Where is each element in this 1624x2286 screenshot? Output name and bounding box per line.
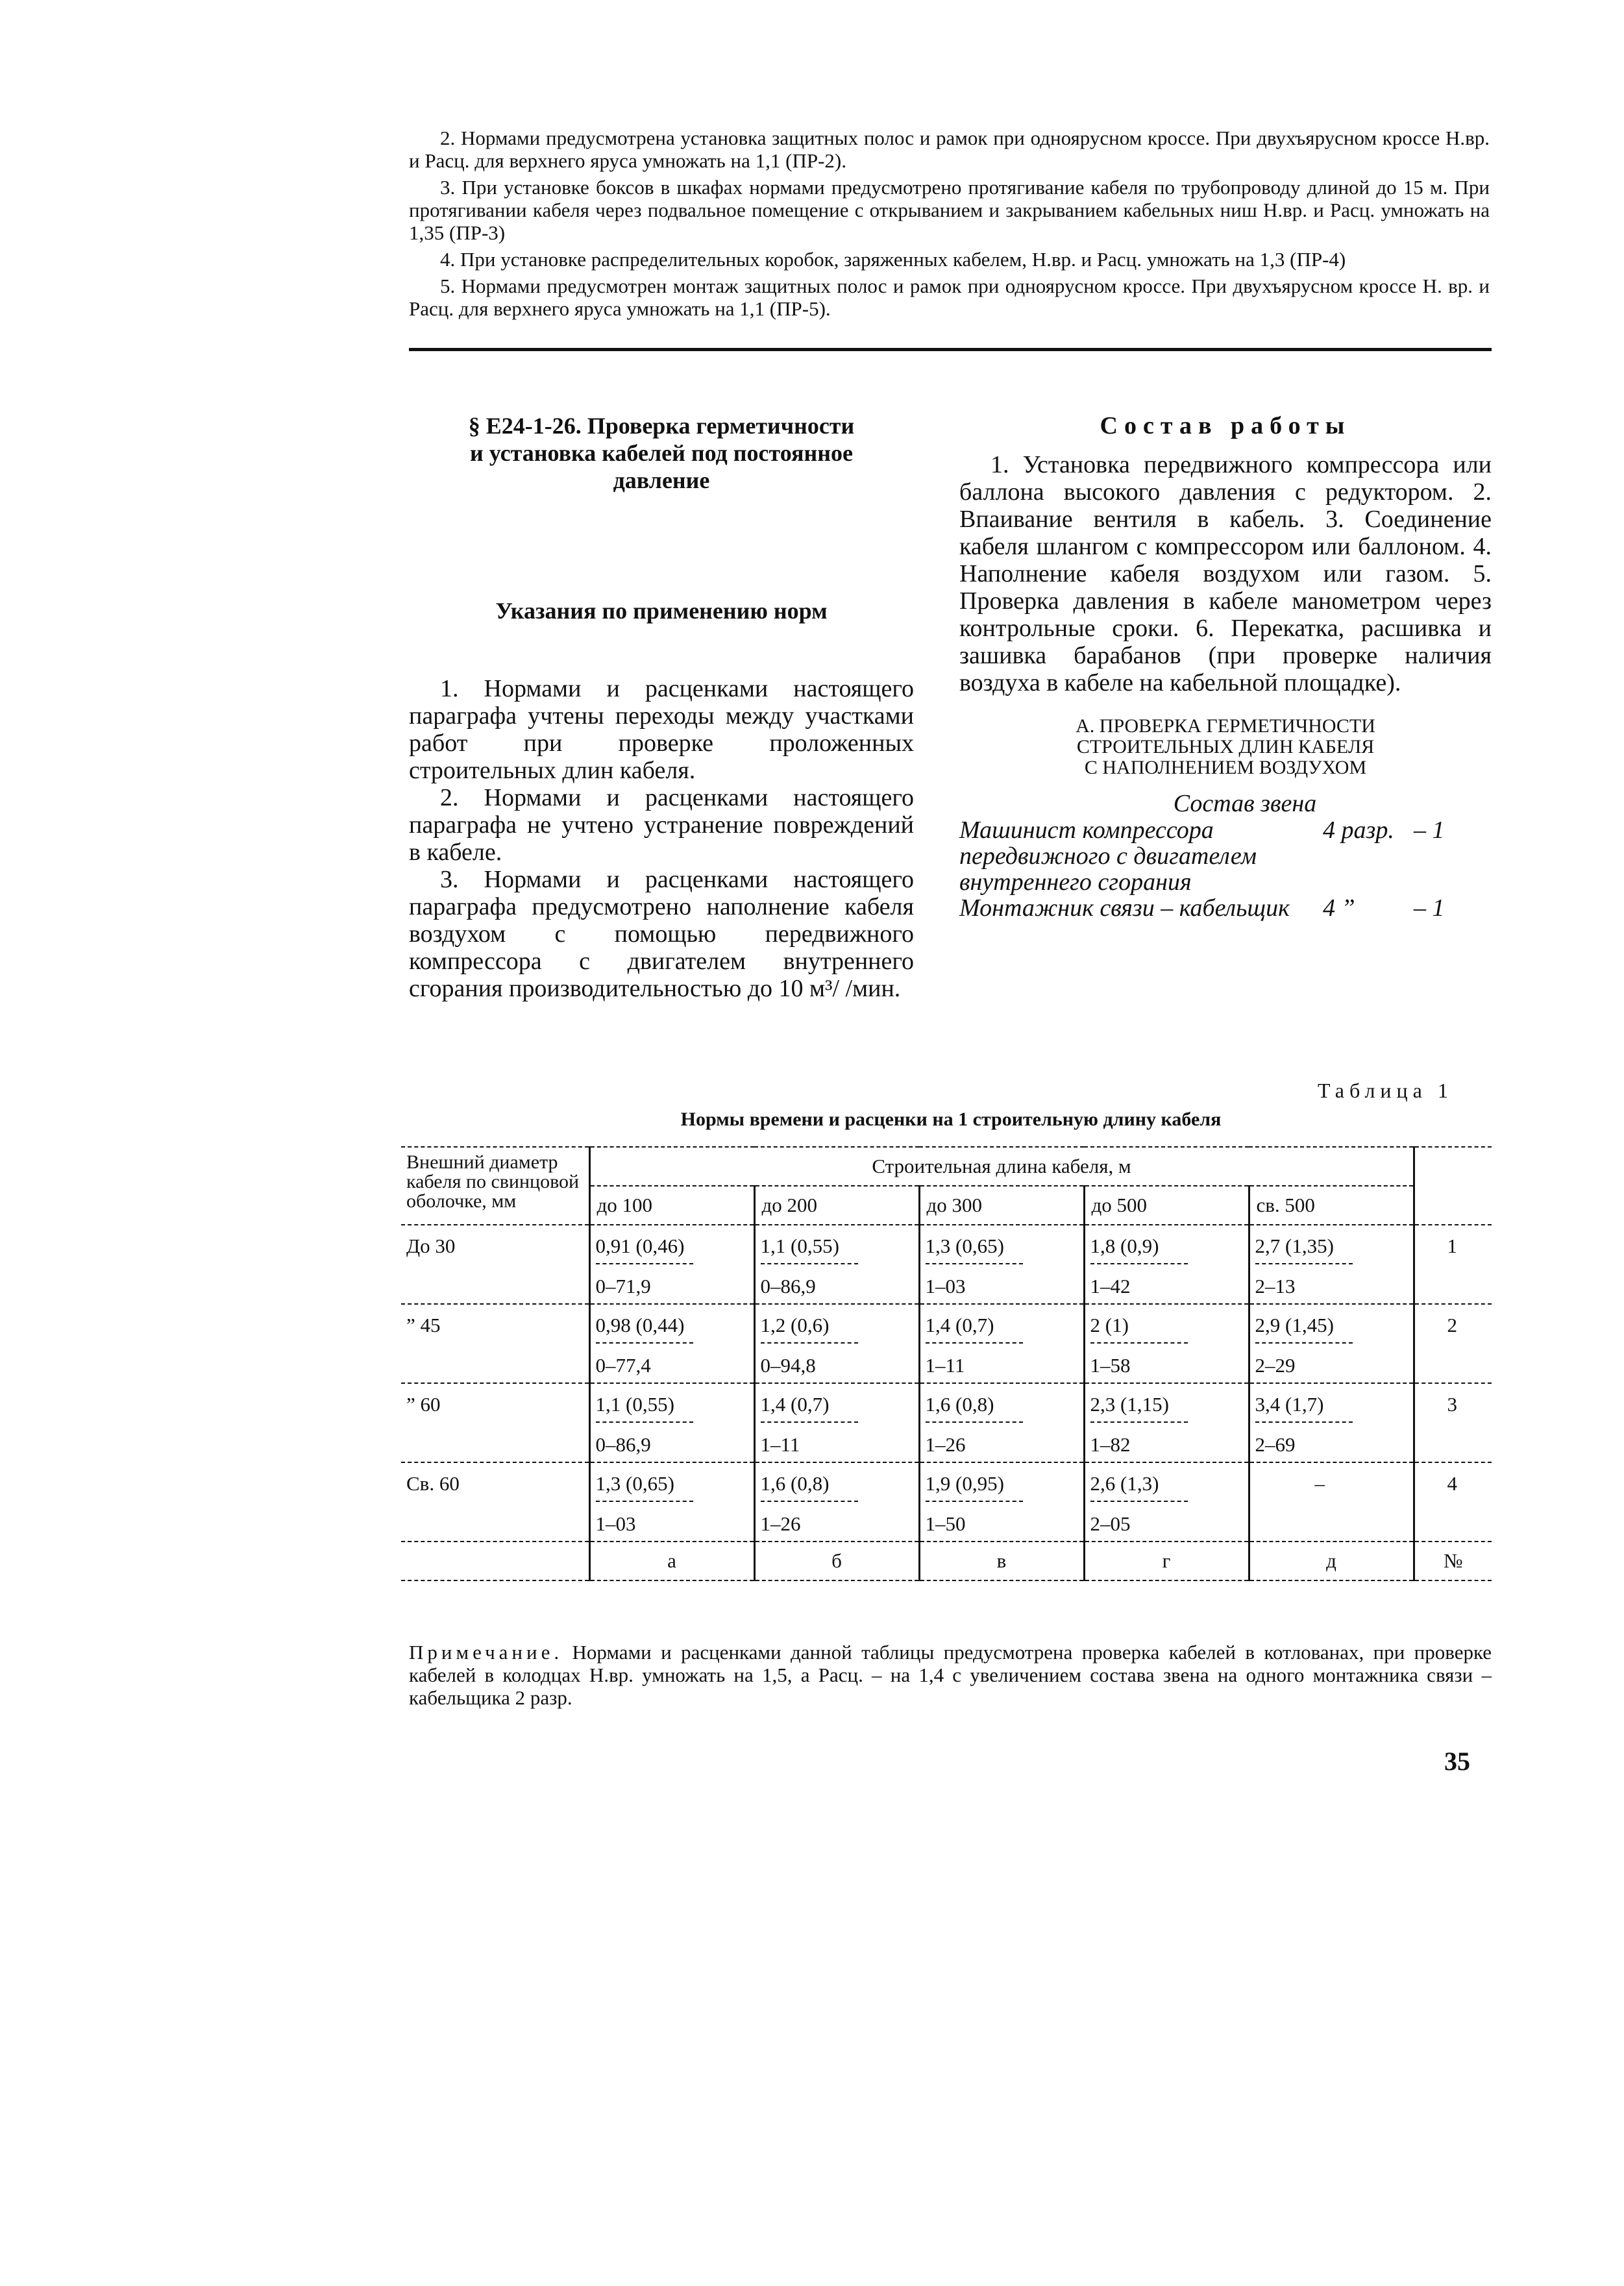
guidance-item: 3. Нормами и расценками настоящего параграфа предусмотрено наполнение кабеля воздухом с помощью передвижного компрессора с двигателем внутреннего сгорания производительностью до 10 м³/ /мин. — [409, 866, 914, 1002]
table-row — [401, 1383, 1492, 1462]
crew-grade: 4 ” — [1323, 894, 1355, 922]
table-cell — [589, 1304, 754, 1383]
row-number: 2 — [1414, 1304, 1492, 1383]
crew-row — [959, 895, 1492, 921]
norm-value: 2,6 (1,3) — [1090, 1472, 1159, 1495]
norm-value: – — [1314, 1472, 1325, 1495]
price-value: 1–58 — [1090, 1354, 1131, 1377]
top-note: 5. Нормами предусмотрен монтаж защитных полос и рамок при одноярусном кроссе. При двухъярусном кроссе Н. вр. и Расц. для верхнего яруса умножать на 1,1 (ПР-5). — [409, 275, 1490, 320]
table-cell — [1084, 1462, 1249, 1542]
row-number: 1 — [1414, 1225, 1492, 1304]
norm-value: 2 (1) — [1090, 1314, 1129, 1336]
column-header: до 500 — [1084, 1186, 1249, 1225]
norm-value: 2,9 (1,45) — [1255, 1314, 1334, 1336]
price-value: 1–11 — [925, 1354, 965, 1377]
price-value: 1–11 — [760, 1433, 800, 1456]
top-note: 3. При установке боксов в шкафах нормами предусмотрено протягивание кабеля по трубопроводу длиной до 15 м. При протягивании кабеля через подвальное помещение с открыванием и закрыванием кабельных ниш Н.вр. и Расц. умножать на 1,35 (ПР-3) — [409, 176, 1490, 244]
norm-value: 1,1 (0,55) — [760, 1235, 839, 1257]
price-value: 0–86,9 — [595, 1433, 651, 1456]
norm-value: 3,4 (1,7) — [1255, 1393, 1324, 1416]
crew-grade: 4 разр. — [1323, 817, 1394, 844]
table-cell — [754, 1462, 919, 1542]
work-title: Состав работы — [1100, 412, 1351, 439]
column-letter: б — [754, 1542, 919, 1580]
note-label: Примечание. — [409, 1641, 563, 1664]
table-cell — [589, 1462, 754, 1542]
subsection-heading-line: С НАПОЛНЕНИЕМ ВОЗДУХОМ — [1084, 757, 1367, 778]
table-cell — [1084, 1304, 1249, 1383]
left-column — [409, 412, 914, 1048]
norm-value: 1,1 (0,55) — [595, 1393, 674, 1416]
section-title-line-2: и установка кабелей под постоянное — [470, 440, 853, 466]
crew-role: Машинист компрессора передвижного с двигателем внутреннего сгорания — [959, 817, 1257, 896]
norm-value: 2,7 (1,35) — [1255, 1235, 1334, 1257]
row-number: 4 — [1414, 1462, 1492, 1542]
crew-count: – 1 — [1414, 894, 1445, 922]
crew-row — [959, 817, 1492, 895]
norm-value: 1,8 (0,9) — [1090, 1235, 1159, 1257]
price-value: 2–29 — [1255, 1354, 1296, 1377]
top-notes — [409, 127, 1490, 324]
table-cell — [1249, 1304, 1414, 1383]
norm-value: 1,3 (0,65) — [925, 1235, 1004, 1257]
price-value: 0–71,9 — [595, 1275, 651, 1297]
column-header: до 200 — [754, 1186, 919, 1225]
table-cell — [754, 1225, 919, 1304]
column-header: св. 500 — [1249, 1186, 1414, 1225]
table-label: Таблица 1 — [1318, 1079, 1453, 1102]
price-value: 1–26 — [925, 1433, 966, 1456]
norms-table — [401, 1146, 1492, 1581]
top-note: 2. Нормами предусмотрена установка защитных полос и рамок при одноярусном кроссе. При двухъярусном кроссе Н.вр. и Расц. для верхнего яруса умножать на 1,1 (ПР-2). — [409, 127, 1490, 172]
table-header-row — [401, 1147, 1492, 1186]
price-value: 0–94,8 — [760, 1354, 816, 1377]
norm-value: 0,91 (0,46) — [595, 1235, 685, 1257]
divider — [409, 348, 1492, 351]
norm-value: 0,98 (0,44) — [595, 1314, 685, 1336]
table-cell — [919, 1304, 1084, 1383]
table-cell — [919, 1462, 1084, 1542]
guidance-item: 1. Нормами и расценками настоящего параграфа учтены переходы между участками работ при проверке проложенных строительных длин кабеля. — [409, 675, 914, 784]
row-number: 3 — [1414, 1383, 1492, 1462]
work-text: 1. Установка передвижного компрессора или баллона высокого давления с редуктором. 2. Впаивание вентиля в кабель. 3. Соединение кабеля шлангом с компрессором или баллоном. 4. Наполнение кабеля воздухом или газом. 5. Проверка давления в кабеле манометром через контрольные сроки. 6. Перекатка, расшивка и зашивка барабанов (при проверке наличия воздуха в кабеле на кабельной площадке). — [959, 451, 1492, 696]
price-value: 1–03 — [925, 1275, 966, 1297]
table-cell — [919, 1225, 1084, 1304]
norm-value: 2,3 (1,15) — [1090, 1393, 1169, 1416]
price-value: 0–86,9 — [760, 1275, 816, 1297]
table-cell — [589, 1383, 754, 1462]
table-row — [401, 1462, 1492, 1542]
price-value: 0–77,4 — [595, 1354, 651, 1377]
diameter-header: Внешний диаметр кабеля по свинцовой оболочке, мм — [401, 1147, 589, 1225]
table-cell — [1249, 1383, 1414, 1462]
row-label: До 30 — [401, 1225, 589, 1304]
norm-value: 1,2 (0,6) — [760, 1314, 830, 1336]
price-value: 2–05 — [1090, 1512, 1131, 1535]
section-title-line-1: § Е24-1-26. Проверка герметичности — [468, 413, 855, 439]
table-note — [409, 1641, 1492, 1709]
column-letter: № — [1414, 1542, 1492, 1580]
table-row — [401, 1225, 1492, 1304]
column-letter: г — [1084, 1542, 1249, 1580]
column-letter: в — [919, 1542, 1084, 1580]
subsection-heading-line: А. ПРОВЕРКА ГЕРМЕТИЧНОСТИ — [1076, 715, 1375, 737]
guidance-title: Указания по применению норм — [495, 598, 828, 624]
table-cell — [1084, 1225, 1249, 1304]
table-cell — [1249, 1462, 1414, 1542]
row-label: ” 60 — [401, 1383, 589, 1462]
price-value: 1–26 — [760, 1512, 801, 1535]
table-cell — [589, 1225, 754, 1304]
norm-value: 1,6 (0,8) — [760, 1472, 830, 1495]
norm-value: 1,9 (0,95) — [925, 1472, 1004, 1495]
column-letter: а — [589, 1542, 754, 1580]
price-value: 1–50 — [925, 1512, 966, 1535]
price-value: 2–69 — [1255, 1433, 1296, 1456]
right-column — [959, 412, 1492, 921]
table-cell — [919, 1383, 1084, 1462]
page-number: 35 — [1444, 1747, 1470, 1776]
section-title-line-3: давление — [613, 467, 710, 493]
length-group-header: Строительная длина кабеля, м — [589, 1147, 1414, 1186]
price-value: 1–82 — [1090, 1433, 1131, 1456]
norm-value: 1,4 (0,7) — [760, 1393, 830, 1416]
subsection-heading-line: СТРОИТЕЛЬНЫХ ДЛИН КАБЕЛЯ — [1076, 736, 1375, 757]
column-header: до 300 — [919, 1186, 1084, 1225]
column-letter: д — [1249, 1542, 1414, 1580]
norm-value: 1,6 (0,8) — [925, 1393, 994, 1416]
row-label: Св. 60 — [401, 1462, 589, 1542]
table-cell — [1249, 1225, 1414, 1304]
top-note: 4. При установке распределительных коробок, заряженных кабелем, Н.вр. и Расц. умножать на 1,3 (ПР-4) — [440, 248, 1346, 271]
table-cell — [1084, 1383, 1249, 1462]
crew-count: – 1 — [1414, 817, 1445, 844]
crew-table — [959, 817, 1492, 921]
table-cell — [754, 1304, 919, 1383]
guidance-item: 2. Нормами и расценками настоящего параграфа не учтено устранение повреждений в кабеле. — [409, 784, 914, 866]
crew-role: Монтажник связи – кабельщик — [959, 894, 1290, 922]
table-row — [401, 1304, 1492, 1383]
table-footer-row — [401, 1542, 1492, 1580]
note-text: Нормами и расценками данной таблицы предусмотрена проверка кабелей в котлованах, при проверке кабелей в колодцах Н.вр. умножать на 1,5, а Расц. – на 1,4 с увеличением состава звена на одного монтажника связи – кабельщика 2 разр. — [409, 1641, 1492, 1709]
crew-title: Состав звена — [1173, 790, 1317, 817]
norm-value: 1,4 (0,7) — [925, 1314, 994, 1336]
column-header: до 100 — [589, 1186, 754, 1225]
subsection-heading — [959, 716, 1492, 778]
row-label: ” 45 — [401, 1304, 589, 1383]
price-value: 2–13 — [1255, 1275, 1296, 1297]
price-value: 1–03 — [595, 1512, 636, 1535]
table-cell — [754, 1383, 919, 1462]
price-value: 1–42 — [1090, 1275, 1131, 1297]
table-title: Нормы времени и расценки на 1 строительную длину кабеля — [680, 1109, 1222, 1130]
norm-value: 1,3 (0,65) — [595, 1472, 674, 1495]
